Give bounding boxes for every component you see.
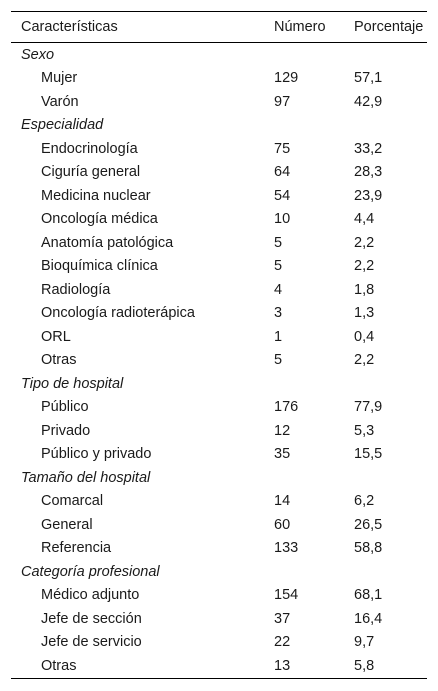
row-number: 64 — [274, 164, 291, 181]
row-label: Mujer — [41, 70, 78, 87]
row-number: 35 — [274, 446, 291, 463]
row-percentage: 42,9 — [354, 93, 383, 110]
row-percentage: 77,9 — [354, 399, 383, 416]
row-label: Varón — [41, 93, 79, 110]
row-label: Público y privado — [41, 446, 152, 463]
table-row — [11, 443, 427, 467]
group-row — [11, 43, 427, 67]
row-label: Jefe de sección — [41, 610, 142, 627]
row-label: Bioquímica clínica — [41, 258, 158, 275]
row-label: Medicina nuclear — [41, 187, 151, 204]
row-number: 133 — [274, 540, 299, 557]
row-percentage: 1,8 — [354, 281, 375, 298]
row-number: 5 — [274, 352, 283, 369]
row-percentage: 23,9 — [354, 187, 383, 204]
table-row — [11, 584, 427, 608]
row-percentage: 16,4 — [354, 610, 383, 627]
characteristics-table — [11, 11, 427, 679]
table-row — [11, 513, 427, 537]
header-number: Número — [274, 19, 326, 35]
row-number: 154 — [274, 587, 299, 604]
characteristics-table-container — [11, 11, 427, 679]
table-row — [11, 607, 427, 631]
row-label: Público — [41, 399, 89, 416]
row-number: 60 — [274, 516, 291, 533]
group-title: Sexo — [21, 46, 55, 63]
table-row — [11, 631, 427, 655]
row-percentage: 1,3 — [354, 305, 375, 322]
table-body — [11, 43, 427, 679]
row-percentage: 2,2 — [354, 352, 375, 369]
group-row — [11, 560, 427, 584]
group-title: Especialidad — [21, 117, 104, 134]
row-number: 14 — [274, 493, 291, 510]
row-number: 75 — [274, 140, 291, 157]
row-number: 54 — [274, 187, 291, 204]
group-row — [11, 114, 427, 138]
table-row — [11, 537, 427, 561]
table-row — [11, 654, 427, 678]
row-percentage: 33,2 — [354, 140, 383, 157]
row-label: Oncología médica — [41, 211, 158, 228]
row-number: 12 — [274, 422, 291, 439]
table-row — [11, 231, 427, 255]
group-row — [11, 466, 427, 490]
row-label: Otras — [41, 657, 77, 674]
table-row — [11, 137, 427, 161]
table-row — [11, 278, 427, 302]
row-number: 129 — [274, 70, 299, 87]
table-row — [11, 490, 427, 514]
row-label: General — [41, 516, 93, 533]
group-row — [11, 372, 427, 396]
row-percentage: 2,2 — [354, 234, 375, 251]
row-number: 1 — [274, 328, 283, 345]
row-percentage: 5,3 — [354, 422, 375, 439]
row-label: Comarcal — [41, 493, 104, 510]
row-number: 10 — [274, 211, 291, 228]
row-percentage: 28,3 — [354, 164, 383, 181]
table-row — [11, 67, 427, 91]
table-row — [11, 90, 427, 114]
row-percentage: 58,8 — [354, 540, 383, 557]
row-percentage: 15,5 — [354, 446, 383, 463]
table-row — [11, 419, 427, 443]
row-label: Otras — [41, 352, 77, 369]
row-label: Jefe de servicio — [41, 634, 142, 651]
row-percentage: 5,8 — [354, 657, 375, 674]
row-percentage: 9,7 — [354, 634, 375, 651]
row-number: 13 — [274, 657, 291, 674]
row-percentage: 68,1 — [354, 587, 383, 604]
row-number: 22 — [274, 634, 291, 651]
header-row — [11, 12, 427, 43]
row-label: Referencia — [41, 540, 112, 557]
table-row — [11, 396, 427, 420]
table-row — [11, 208, 427, 232]
table-row — [11, 184, 427, 208]
row-number: 97 — [274, 93, 291, 110]
row-percentage: 0,4 — [354, 328, 375, 345]
table-row — [11, 349, 427, 373]
row-label: Oncología radioterápica — [41, 305, 195, 322]
table-header — [11, 12, 427, 43]
row-label: Ciguría general — [41, 164, 141, 181]
group-title: Categoría profesional — [21, 563, 160, 580]
table-row — [11, 302, 427, 326]
row-percentage: 26,5 — [354, 516, 383, 533]
row-label: Privado — [41, 422, 91, 439]
table-row — [11, 161, 427, 185]
row-label: Médico adjunto — [41, 587, 140, 604]
group-title: Tipo de hospital — [21, 375, 124, 392]
group-title: Tamaño del hospital — [21, 469, 151, 486]
row-number: 5 — [274, 258, 283, 275]
table-row — [11, 255, 427, 279]
row-number: 4 — [274, 281, 283, 298]
table-row — [11, 325, 427, 349]
row-percentage: 57,1 — [354, 70, 383, 87]
row-label: Anatomía patológica — [41, 234, 174, 251]
row-number: 3 — [274, 305, 283, 322]
row-percentage: 4,4 — [354, 211, 375, 228]
header-characteristics: Características — [21, 19, 118, 35]
row-label: ORL — [41, 328, 71, 345]
row-percentage: 6,2 — [354, 493, 375, 510]
row-label: Endocrinología — [41, 140, 138, 157]
row-label: Radiología — [41, 281, 111, 298]
header-percentage: Porcentaje — [354, 19, 424, 35]
row-number: 176 — [274, 399, 299, 416]
row-number: 37 — [274, 610, 291, 627]
row-percentage: 2,2 — [354, 258, 375, 275]
row-number: 5 — [274, 234, 283, 251]
